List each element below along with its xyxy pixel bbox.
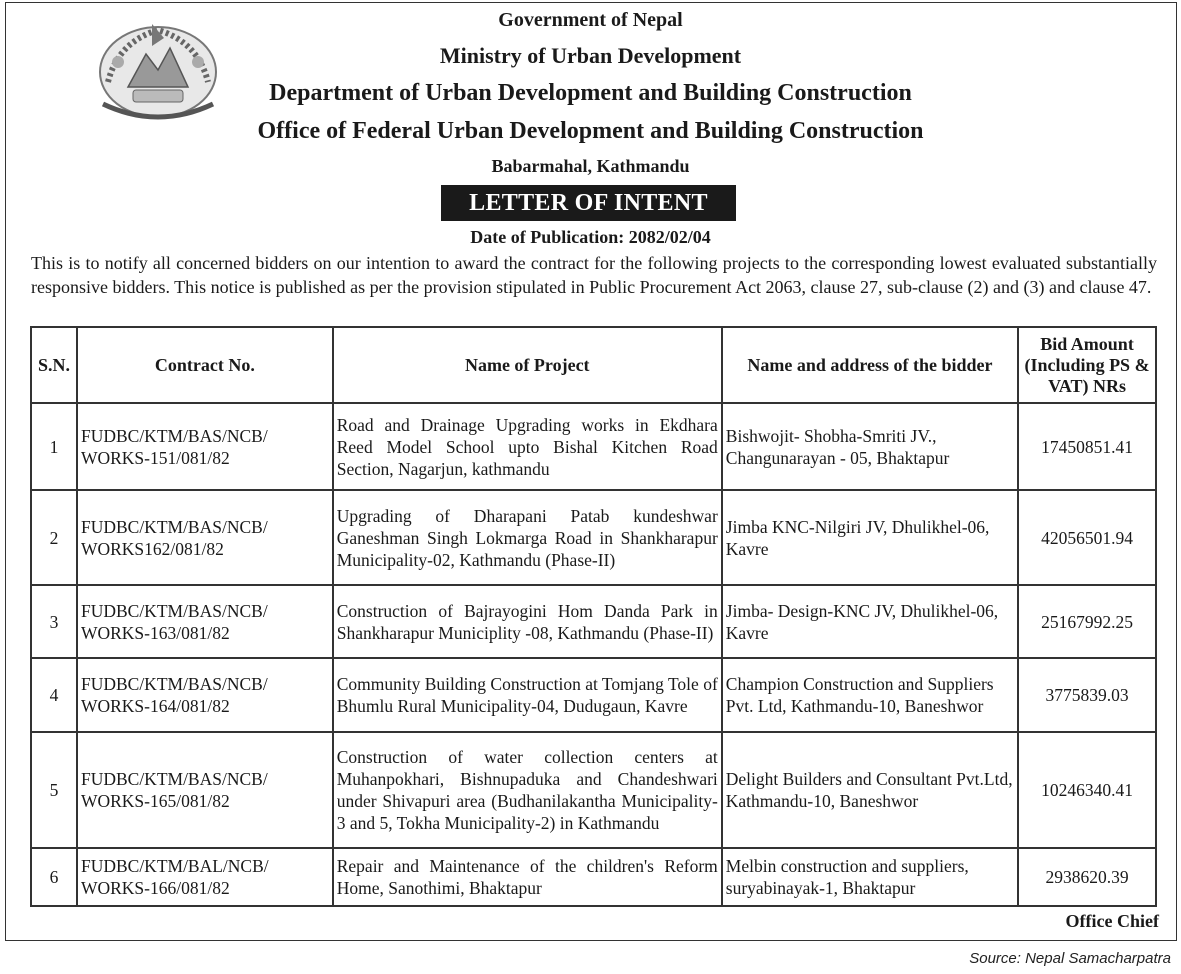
table-header-row bbox=[31, 327, 1156, 403]
row-sn: 6 bbox=[31, 848, 77, 906]
row-project-name: Community Building Construction at Tomjang Tole of Bhumlu Rural Municipality-04, Dudugaun, Kavre bbox=[333, 658, 722, 732]
letter-of-intent-title: LETTER OF INTENT bbox=[441, 185, 736, 221]
row-contract-no: FUDBC/KTM/BAS/NCB/ WORKS-163/081/82 bbox=[77, 585, 333, 658]
publication-date: Date of Publication: 2082/02/04 bbox=[470, 227, 711, 247]
row-sn: 1 bbox=[31, 403, 77, 490]
intro-paragraph: This is to notify all concerned bidders on our intention to award the contract for the following projects to the corresponding lowest evaluated substantially responsive bidders. This notice is published as per the provision stipulated in Public Procurement Act 2063, clause 27, sub-clause (2) and (3) and clause 47. bbox=[31, 253, 1157, 297]
row-project-name: Construction of Bajrayogini Hom Danda Park in Shankharapur Municiplity -08, Kathmandu (Phase-II) bbox=[333, 585, 722, 658]
row-project-name: Upgrading of Dharapani Patab kundeshwar Ganeshman Singh Lokmarga Road in Shankharapur Municipality-02, Kathmandu (Phase-II) bbox=[333, 490, 722, 585]
row-bid-amount: 2938620.39 bbox=[1018, 848, 1156, 906]
table-row bbox=[31, 658, 1156, 732]
row-bidder: Bishwojit- Shobha-Smriti JV., Changunarayan - 05, Bhaktapur bbox=[722, 403, 1018, 490]
row-bidder: Melbin construction and suppliers, suryabinayak-1, Bhaktapur bbox=[722, 848, 1018, 906]
row-bidder: Champion Construction and Suppliers Pvt. Ltd, Kathmandu-10, Baneshwor bbox=[722, 658, 1018, 732]
header-bid-amount: Bid Amount (Including PS & VAT) NRs bbox=[1018, 327, 1156, 403]
row-sn: 2 bbox=[31, 490, 77, 585]
row-project-name: Road and Drainage Upgrading works in Ekdhara Reed Model School upto Bishal Kitchen Road Section, Nagarjun, kathmandu bbox=[333, 403, 722, 490]
row-bid-amount: 25167992.25 bbox=[1018, 585, 1156, 658]
row-bidder: Jimba- Design-KNC JV, Dhulikhel-06, Kavre bbox=[722, 585, 1018, 658]
department-line: Department of Urban Development and Building Construction bbox=[269, 80, 912, 106]
table-row bbox=[31, 403, 1156, 490]
row-sn: 3 bbox=[31, 585, 77, 658]
row-contract-no: FUDBC/KTM/BAS/NCB/ WORKS-164/081/82 bbox=[77, 658, 333, 732]
row-bidder: Jimba KNC-Nilgiri JV, Dhulikhel-06, Kavre bbox=[722, 490, 1018, 585]
source-credit: Source: Nepal Samacharpatra bbox=[969, 950, 1171, 967]
header-project-name: Name of Project bbox=[333, 327, 722, 403]
office-line: Office of Federal Urban Development and Building Construction bbox=[257, 118, 924, 144]
table-row bbox=[31, 490, 1156, 585]
row-bid-amount: 10246340.41 bbox=[1018, 732, 1156, 848]
header-contract-no: Contract No. bbox=[77, 327, 333, 403]
government-line: Government of Nepal bbox=[498, 9, 683, 31]
row-contract-no: FUDBC/KTM/BAL/NCB/ WORKS-166/081/82 bbox=[77, 848, 333, 906]
ministry-line: Ministry of Urban Development bbox=[439, 43, 742, 68]
location-line: Babarmahal, Kathmandu bbox=[491, 156, 690, 176]
row-project-name: Construction of water collection centers at Muhanpokhari, Bishnupaduka and Chandeshwari under Shivapuri area (Budhanilakantha Municipality-3 and 5, Tokha Municipality-2) in Kathmandu bbox=[333, 732, 722, 848]
table-row bbox=[31, 585, 1156, 658]
table-row bbox=[31, 848, 1156, 906]
row-bidder: Delight Builders and Consultant Pvt.Ltd, Kathmandu-10, Baneshwor bbox=[722, 732, 1018, 848]
row-contract-no: FUDBC/KTM/BAS/NCB/ WORKS-165/081/82 bbox=[77, 732, 333, 848]
row-bid-amount: 42056501.94 bbox=[1018, 490, 1156, 585]
row-project-name: Repair and Maintenance of the children's Reform Home, Sanothimi, Bhaktapur bbox=[333, 848, 722, 906]
bids-table bbox=[30, 326, 1157, 907]
row-sn: 4 bbox=[31, 658, 77, 732]
row-bid-amount: 3775839.03 bbox=[1018, 658, 1156, 732]
row-bid-amount: 17450851.41 bbox=[1018, 403, 1156, 490]
table-row bbox=[31, 732, 1156, 848]
header-sn: S.N. bbox=[31, 327, 77, 403]
signatory: Office Chief bbox=[1065, 911, 1159, 931]
row-contract-no: FUDBC/KTM/BAS/NCB/ WORKS162/081/82 bbox=[77, 490, 333, 585]
row-contract-no: FUDBC/KTM/BAS/NCB/ WORKS-151/081/82 bbox=[77, 403, 333, 490]
header-bidder: Name and address of the bidder bbox=[722, 327, 1018, 403]
row-sn: 5 bbox=[31, 732, 77, 848]
